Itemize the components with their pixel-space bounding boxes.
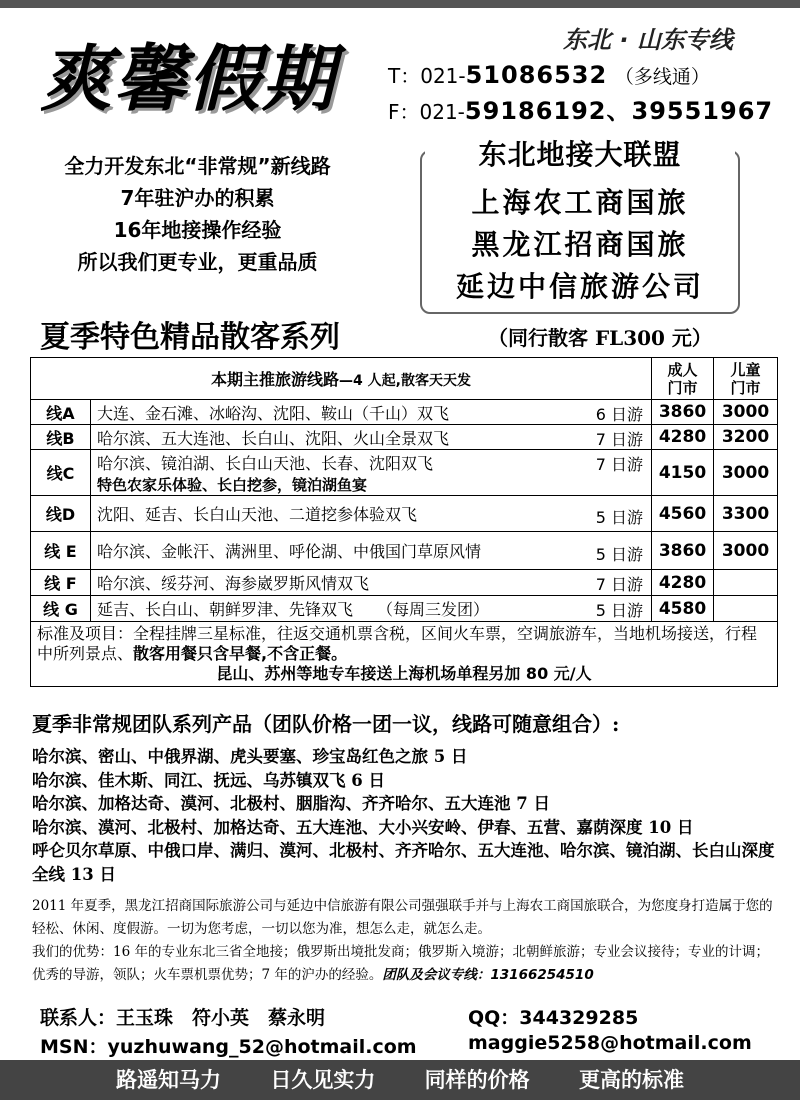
list-item: 哈尔滨、加格达奇、漠河、北极村、胭脂沟、齐齐哈尔、五大连池 7 日	[32, 794, 550, 813]
slogan-line: 全力开发东北“非常规”新线路	[64, 154, 331, 178]
child-price: 3000	[714, 532, 778, 570]
footer-slogan: 日久见实力	[270, 1067, 376, 1092]
child-price-header	[714, 358, 778, 400]
route-code: 线C	[31, 450, 91, 496]
table-row	[31, 400, 778, 425]
alliance-title: 东北地接大联盟	[425, 133, 735, 173]
group-series-title: 夏季非常规团队系列产品（团队价格一团一议，线路可随意组合）:	[32, 712, 620, 736]
standard-meal-note: 散客用餐只含早餐,不含正餐。	[133, 644, 348, 663]
list-item: 哈尔滨、密山、中俄界湖、虎头要塞、珍宝岛红色之旅 5 日	[32, 747, 468, 766]
route-duration: 5 日游	[595, 601, 643, 620]
adult-price: 4280	[652, 570, 714, 596]
route-desc-text: 沈阳、延吉、长白山天池、二道挖参体验双飞	[97, 505, 418, 524]
adult-header-line1: 成人	[667, 360, 698, 379]
child-header-line1: 儿童	[730, 360, 761, 379]
list-item: 哈尔滨、漠河、北极村、加格达奇、五大连池、大小兴安岭、伊春、五营、嘉荫深度 10 日	[32, 817, 694, 837]
slogan-line: 16年地接操作经验	[113, 218, 282, 242]
table-row	[31, 596, 778, 622]
route-duration: 5 日游	[595, 545, 643, 564]
route-desc	[91, 532, 652, 570]
route-desc	[91, 450, 652, 496]
route-desc	[91, 425, 652, 450]
route-duration: 5 日游	[595, 508, 643, 527]
adult-price-header	[652, 358, 714, 400]
email-address[interactable]: maggie5258@hotmail.com	[468, 1032, 752, 1054]
summer-series-title: 夏季特色精品散客系列	[40, 320, 340, 355]
route-code: 线 F	[31, 570, 91, 596]
adult-header-line2: 门市	[667, 378, 698, 397]
tel-label: T：021-	[388, 64, 466, 88]
footer-slogan: 同样的价格	[424, 1067, 530, 1092]
standard-text: 标准及项目：全程挂牌三星标准，往返交通机票含税，区间火车票，空调旅游车，当地机场接送，行程中所列景点、	[37, 624, 758, 663]
route-desc-text: 大连、金石滩、冰峪沟、沈阳、鞍山（千山）双飞	[97, 403, 450, 423]
route-code: 线A	[31, 400, 91, 425]
fax-label: F：021-	[388, 100, 465, 124]
slogans	[25, 150, 370, 278]
child-price: 3000	[714, 400, 778, 425]
table-row	[31, 496, 778, 532]
alliance-box	[420, 150, 740, 314]
route-duration: 7 日游	[595, 455, 643, 474]
company-intro	[32, 895, 782, 987]
slogan-line: 所以我们更专业，更重品质	[77, 250, 318, 274]
qq-number: QQ：344329285	[468, 1007, 639, 1029]
fl-price-note: （同行散客 FL300 元）	[488, 326, 712, 350]
route-highlight: 特色农家乐体验、长白挖参，镜泊湖鱼宴	[97, 475, 368, 494]
list-item: 哈尔滨、佳木斯、同江、抚远、乌苏镇双飞 6 日	[32, 770, 385, 790]
route-desc-text: 哈尔滨、五大连池、长白山、沈阳、火山全景双飞	[97, 428, 450, 448]
table-row	[31, 450, 778, 496]
airport-transfer-note: 昆山、苏州等地专车接送上海机场单程另加 80 元/人	[216, 664, 592, 683]
alliance-member: 延边中信旅游公司	[455, 270, 704, 303]
group-series-list	[32, 745, 780, 886]
child-price	[714, 570, 778, 596]
route-desc-text: 延吉、长白山、朝鲜罗津、先锋双飞 （每周三发团）	[97, 600, 490, 619]
alliance-member: 黑龙江招商国旅	[471, 228, 689, 261]
adult-price: 4150	[652, 450, 714, 496]
header-sub-text: —4 人起,散客天天发	[339, 373, 471, 389]
adult-price: 4280	[652, 425, 714, 450]
intro-paragraph: 2011 年夏季，黑龙江招商国际旅游公司与延边中信旅游有限公司强强联手并与上海农工商国旅联合，为您度身打造属于您的轻松、休闲、度假游。一切为您考虑，一切以您为准，想怎么走，就怎么走。	[32, 898, 773, 937]
child-price: 3200	[714, 425, 778, 450]
fax-numbers: 59186192、39551967	[464, 97, 774, 125]
route-code: 线D	[31, 496, 91, 532]
route-desc-text: 哈尔滨、镜泊湖、长白山天池、长春、沈阳双飞	[97, 453, 434, 473]
contact-persons: 联系人：王玉珠 符小英 蔡永明	[40, 1007, 326, 1029]
child-price: 3000	[714, 450, 778, 496]
route-desc	[91, 596, 652, 622]
telephone-line	[388, 60, 710, 89]
header-main-text: 本期主推旅游线路	[211, 370, 340, 389]
group-hotline: 团队及会议专线：13166254510	[382, 967, 594, 983]
tel-number: 51086532	[465, 61, 608, 89]
adult-price: 4580	[652, 596, 714, 622]
msn-address[interactable]: MSN：yuzhuwang_52@hotmail.com	[40, 1036, 417, 1058]
intro-advantages	[32, 941, 782, 987]
route-duration: 7 日游	[595, 430, 643, 449]
brand-logo: 爽馨假期	[40, 36, 337, 121]
footer-slogan: 路遥知马力	[116, 1067, 222, 1092]
slogan-line: 7年驻沪办的积累	[120, 186, 275, 210]
alliance-member: 上海农工商国旅	[471, 186, 689, 219]
route-desc	[91, 570, 652, 596]
route-desc	[91, 496, 652, 532]
table-header-main	[31, 358, 652, 400]
route-desc	[91, 400, 652, 425]
table-row	[31, 532, 778, 570]
footer-slogan: 更高的标准	[578, 1067, 684, 1092]
table-row	[31, 425, 778, 450]
child-price: 3300	[714, 496, 778, 532]
child-header-line2: 门市	[730, 378, 761, 397]
footer-slogan-bar	[0, 1060, 800, 1100]
list-item: 呼仑贝尔草原、中俄口岸、满归、漠河、北极村、齐齐哈尔、五大连池、哈尔滨、镜泊湖、长白山深度全线 13 日	[32, 841, 775, 884]
standard-row	[31, 622, 778, 687]
tel-note: （多线通）	[614, 66, 710, 88]
route-line-title: 东北 · 山东专线	[563, 26, 733, 54]
standard-terms	[31, 622, 778, 687]
route-desc-text: 哈尔滨、绥芬河、海参崴罗斯风情双飞	[97, 574, 370, 593]
adult-price: 3860	[652, 400, 714, 425]
adult-price: 3860	[652, 532, 714, 570]
route-desc-text: 哈尔滨、金帐汗、满洲里、呼伦湖、中俄国门草原风情	[97, 542, 482, 561]
table-header-row	[31, 358, 778, 400]
route-code: 线 E	[31, 532, 91, 570]
route-code: 线B	[31, 425, 91, 450]
adult-price: 4560	[652, 496, 714, 532]
child-price	[714, 596, 778, 622]
route-code: 线 G	[31, 596, 91, 622]
routes-table	[30, 357, 778, 687]
fax-line	[388, 91, 773, 126]
top-bar	[0, 0, 800, 8]
route-duration: 7 日游	[595, 575, 643, 594]
advantages-text: 我们的优势：16 年的专业东北三省全地接；俄罗斯出境批发商；俄罗斯入境游；北朝鲜旅游；专业会议接待；专业的计调；优秀的导游，领队；火车票机票优势；7 年的沪办的经验。	[32, 944, 769, 983]
table-row	[31, 570, 778, 596]
route-duration: 6 日游	[595, 405, 643, 424]
